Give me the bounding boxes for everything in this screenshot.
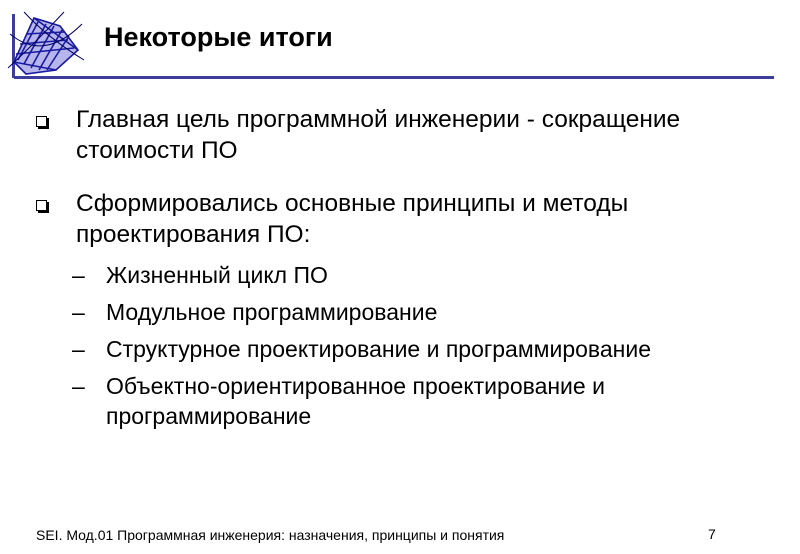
sub-bullet-text: Структурное проектирование и программирование [106, 336, 651, 362]
dash-bullet-icon: – [72, 336, 85, 362]
bullet-item [36, 188, 776, 431]
sub-bullet-item [72, 260, 776, 290]
dash-bullet-icon: – [72, 373, 85, 399]
sub-bullet-text: Модульное программирование [106, 299, 438, 325]
bullet-text: Сформировались основные принципы и методы проектирования ПО: [76, 190, 629, 248]
page-number: 7 [708, 526, 716, 542]
sub-bullet-item [72, 297, 776, 327]
sub-bullet-item [72, 371, 776, 431]
dash-bullet-icon: – [72, 262, 85, 288]
sub-bullet-text: Жизненный цикл ПО [106, 262, 328, 288]
title-underline [14, 76, 774, 79]
square-bullet-icon [36, 116, 47, 127]
bullet-list [36, 104, 776, 453]
square-bullet-icon [36, 200, 47, 211]
dash-bullet-icon: – [72, 299, 85, 325]
slide-footer: SEI. Мод.01 Программная инженерия: назначения, принципы и понятия [36, 527, 505, 543]
sub-bullet-text: Объектно-ориентированное проектирование и программирование [106, 373, 605, 429]
sub-bullet-item [72, 334, 776, 364]
sub-bullet-list [72, 260, 776, 431]
blue-mesh-logo-icon [4, 4, 88, 78]
bullet-text: Главная цель программной инженерии - сокращение стоимости ПО [76, 106, 681, 164]
slide-title: Некоторые итоги [104, 22, 333, 52]
bullet-item [36, 104, 776, 166]
